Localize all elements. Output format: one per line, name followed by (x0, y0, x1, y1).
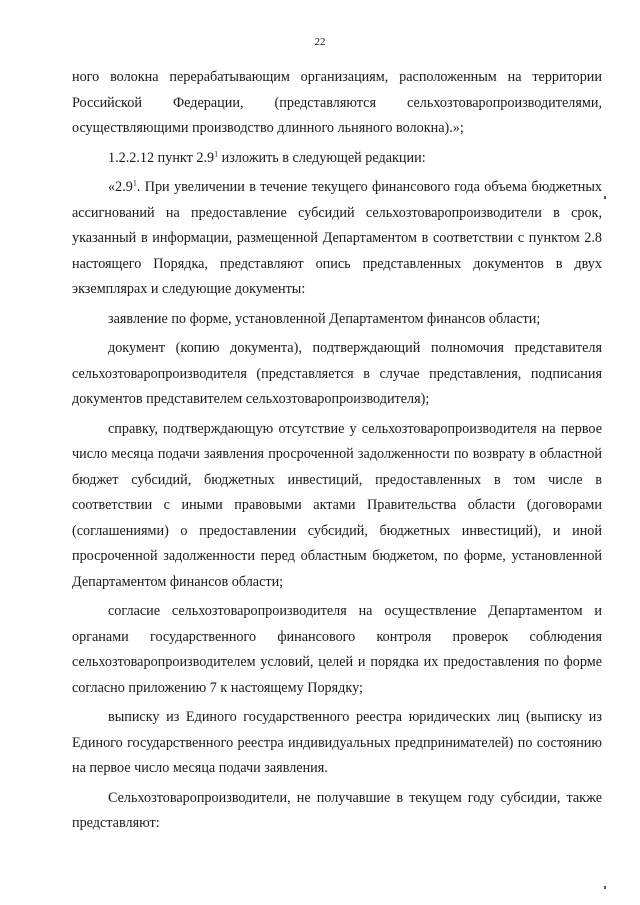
clause-text-tail: изложить в следующей редакции: (218, 149, 426, 166)
superscript: 1 (132, 178, 137, 188)
list-item-authority-document: документ (копию документа), подтверждающий полномочия представителя сельхозтоваропроизводителя (представляется в случае представления, подписания документов представителем сельхозтоваропроизводителя); (72, 340, 602, 407)
paragraph-item-2-9-1 (72, 175, 602, 303)
document-body (72, 65, 602, 841)
scan-mark (604, 886, 606, 889)
paragraph-also-submit: Сельхозтоваропроизводители, не получавшие в текущем году субсидии, также представляют: (72, 789, 602, 831)
scan-mark (604, 196, 606, 199)
item-number: «2.9 (108, 179, 133, 195)
clause-text: 1.2.2.12 пункт 2.9 (108, 149, 215, 166)
list-item-consent: согласие сельхозтоваропроизводителя на осуществление Департаментом и органами государственного финансового контроля проверок соблюдения сельхозтоваропроизводителем условий, целей и порядка их предоставления по форме согласно приложению 7 к настоящему Порядку; (72, 603, 602, 696)
list-item-debt-certificate: справку, подтверждающую отсутствие у сельхозтоваропроизводителя на первое число месяца подачи заявления просроченной задолженности по возврату в областной бюджет субсидий, бюджетных инвестиций, предоставленных в том числе в соответствии с иными правовыми актами Правительства области (договорами (соглашениями) о предоставлении субсидий, бюджетных инвестиций), и иной просроченной задолженности перед областным бюджетом, по форме, установленной Департаментом финансов области; (72, 420, 602, 590)
item-text: . При увеличении в течение текущего финансового года объема бюджетных ассигнований на предоставление субсидий сельхозтоваропроизводители в срок, указанный в информации, размещенной Департаментом в соответствии с пунктом 2.8 настоящего Порядка, представляют опись представленных документов в двух экземплярах и следующие документы: (72, 179, 602, 297)
superscript: 1 (214, 148, 219, 158)
paragraph-continuation: ного волокна перерабатывающим организациям, расположенным на территории Российской Федерации, (представляются сельхозтоваропроизводителями, осуществляющими производство длинного льняного волокна).»; (72, 69, 602, 136)
paragraph-amendment-clause (72, 146, 602, 172)
page-number: 22 (314, 36, 326, 48)
list-item-application: заявление по форме, установленной Департаментом финансов области; (108, 310, 541, 327)
list-item-registry-extract: выписку из Единого государственного реестра юридических лиц (выписку из Единого государственного реестра индивидуальных предпринимателей) по состоянию на первое число месяца подачи заявления. (72, 709, 602, 776)
